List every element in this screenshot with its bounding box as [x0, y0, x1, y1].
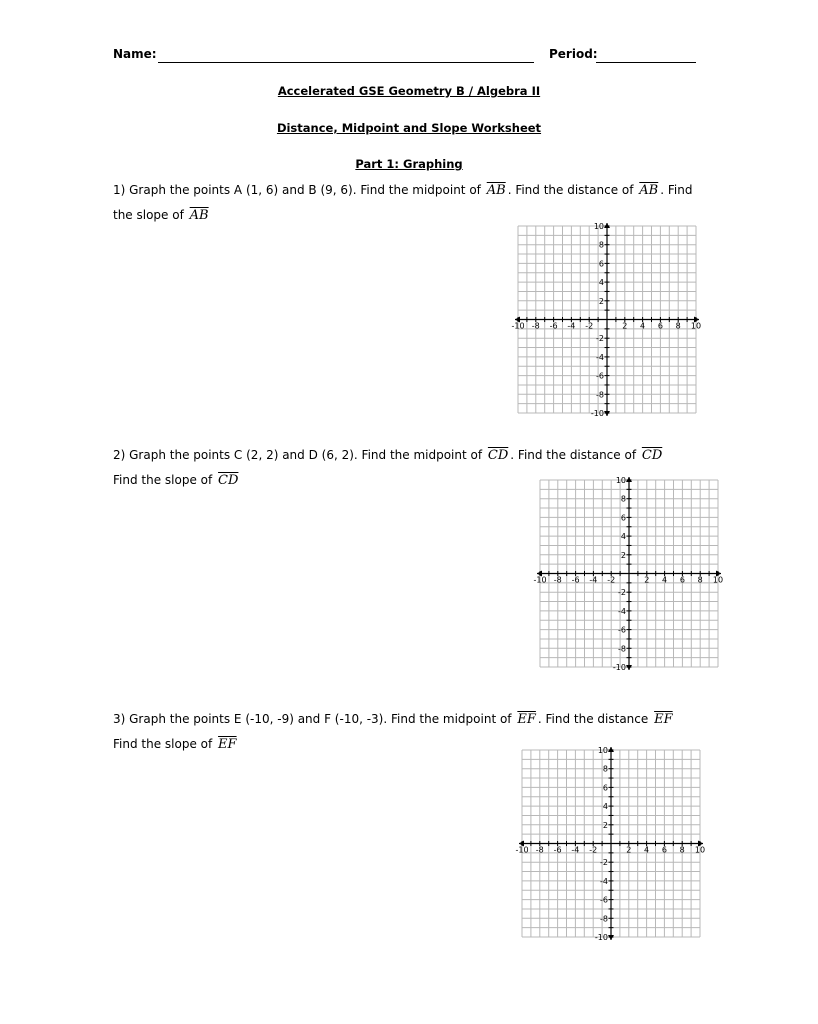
y-tick-label: 10	[593, 222, 604, 231]
y-tick-label: -10	[594, 933, 608, 942]
x-tick-label: 10	[694, 845, 706, 855]
y-tick-label: -10	[612, 663, 626, 672]
y-tick-label: 4	[602, 802, 608, 812]
name-blank-line[interactable]	[158, 50, 534, 63]
y-tick-label: 2	[598, 296, 604, 306]
period-label: Period:	[549, 47, 598, 61]
x-tick-label: 2	[626, 845, 632, 855]
x-tick-label: 4	[640, 321, 646, 331]
question-2-text-a: 2) Graph the points C (2, 2) and D (6, 2). Find the midpoint of	[113, 448, 483, 462]
x-tick-label: 8	[697, 575, 703, 585]
x-tick-label: 6	[657, 321, 663, 331]
segment-label: $\overline{EF}$	[654, 712, 673, 727]
x-tick-label: -10	[515, 845, 529, 855]
name-label: Name:	[113, 47, 157, 61]
x-tick-label: -2	[585, 321, 594, 331]
segment-label: $\overline{CD}$	[487, 448, 509, 463]
part-title: Part 1: Graphing	[355, 157, 463, 171]
x-tick-label: -10	[511, 321, 525, 331]
question-2-text-line2: Find the slope of	[113, 473, 213, 487]
y-tick-label: 10	[615, 476, 626, 485]
question-1	[113, 178, 713, 228]
x-tick-label: -6	[549, 321, 558, 331]
x-tick-label: -2	[607, 575, 616, 585]
worksheet-title: Distance, Midpoint and Slope Worksheet	[276, 121, 542, 135]
y-tick-label: -2	[618, 588, 626, 598]
x-tick-label: 6	[661, 845, 667, 855]
x-tick-label: -10	[533, 575, 547, 585]
y-tick-label: -4	[596, 352, 604, 362]
x-tick-label: -8	[531, 321, 540, 331]
segment-label: $\overline{EF}$	[517, 712, 536, 727]
y-tick-label: -6	[618, 625, 626, 635]
y-tick-label: -8	[596, 390, 604, 400]
period-blank-line[interactable]	[596, 50, 696, 63]
x-tick-label: 2	[644, 575, 650, 585]
segment-label: $\overline{CD}$	[641, 448, 663, 463]
y-tick-label: 6	[598, 259, 604, 269]
x-tick-label: 10	[712, 575, 724, 585]
x-tick-label: 8	[679, 845, 685, 855]
x-tick-label: 8	[675, 321, 681, 331]
y-tick-label: 2	[602, 820, 608, 830]
segment-label: $\overline{EF}$	[218, 737, 237, 752]
coordinate-grid-1[interactable]	[511, 222, 702, 421]
y-tick-label: 8	[620, 494, 626, 504]
course-title: Accelerated GSE Geometry B / Algebra II	[277, 84, 541, 98]
segment-label: $\overline{AB}$	[639, 183, 659, 198]
y-tick-label: -8	[618, 644, 626, 654]
x-tick-label: -6	[553, 845, 562, 855]
y-tick-label: -2	[596, 334, 604, 344]
segment-label: $\overline{AB}$	[189, 208, 209, 223]
question-1-text-a: 1) Graph the points A (1, 6) and B (9, 6). Find the midpoint of	[113, 183, 481, 197]
y-tick-label: -2	[600, 858, 608, 868]
y-tick-label: 4	[620, 532, 626, 542]
y-tick-label: 8	[598, 240, 604, 250]
x-tick-label: -4	[589, 575, 598, 585]
coordinate-grid-3[interactable]	[515, 746, 706, 945]
x-tick-label: -8	[535, 845, 544, 855]
question-1-text-b: . Find the distance of	[507, 183, 634, 197]
question-3-text-line2: Find the slope of	[113, 737, 213, 751]
y-tick-label: -10	[590, 409, 604, 418]
segment-label: $\overline{AB}$	[486, 183, 506, 198]
y-tick-label: 10	[597, 746, 608, 755]
x-tick-label: 4	[662, 575, 668, 585]
coordinate-grid-2[interactable]	[533, 476, 724, 675]
segment-label: $\overline{CD}$	[218, 473, 239, 488]
y-tick-label: 8	[602, 764, 608, 774]
question-1-text-line2: the slope of	[113, 208, 184, 222]
question-2-text-b: . Find the distance of	[510, 448, 637, 462]
y-tick-label: 2	[620, 550, 626, 560]
y-tick-label: 6	[602, 783, 608, 793]
x-tick-label: 10	[690, 321, 702, 331]
x-tick-label: -2	[589, 845, 598, 855]
y-tick-label: -6	[596, 371, 604, 381]
x-tick-label: 6	[679, 575, 685, 585]
question-1-text-c: . Find	[660, 183, 693, 197]
y-tick-label: -4	[618, 606, 626, 616]
x-tick-label: -4	[571, 845, 580, 855]
x-tick-label: -8	[553, 575, 562, 585]
y-tick-label: 4	[598, 278, 604, 288]
question-3-text-a: 3) Graph the points E (-10, -9) and F (-10, -3). Find the midpoint of	[113, 712, 512, 726]
y-tick-label: -6	[600, 895, 608, 905]
y-tick-label: -8	[600, 914, 608, 924]
y-tick-label: 6	[620, 513, 626, 523]
question-3-text-b: . Find the distance	[537, 712, 649, 726]
x-tick-label: 4	[644, 845, 650, 855]
x-tick-label: -4	[567, 321, 576, 331]
x-tick-label: -6	[571, 575, 580, 585]
y-tick-label: -4	[600, 876, 608, 886]
x-tick-label: 2	[622, 321, 628, 331]
